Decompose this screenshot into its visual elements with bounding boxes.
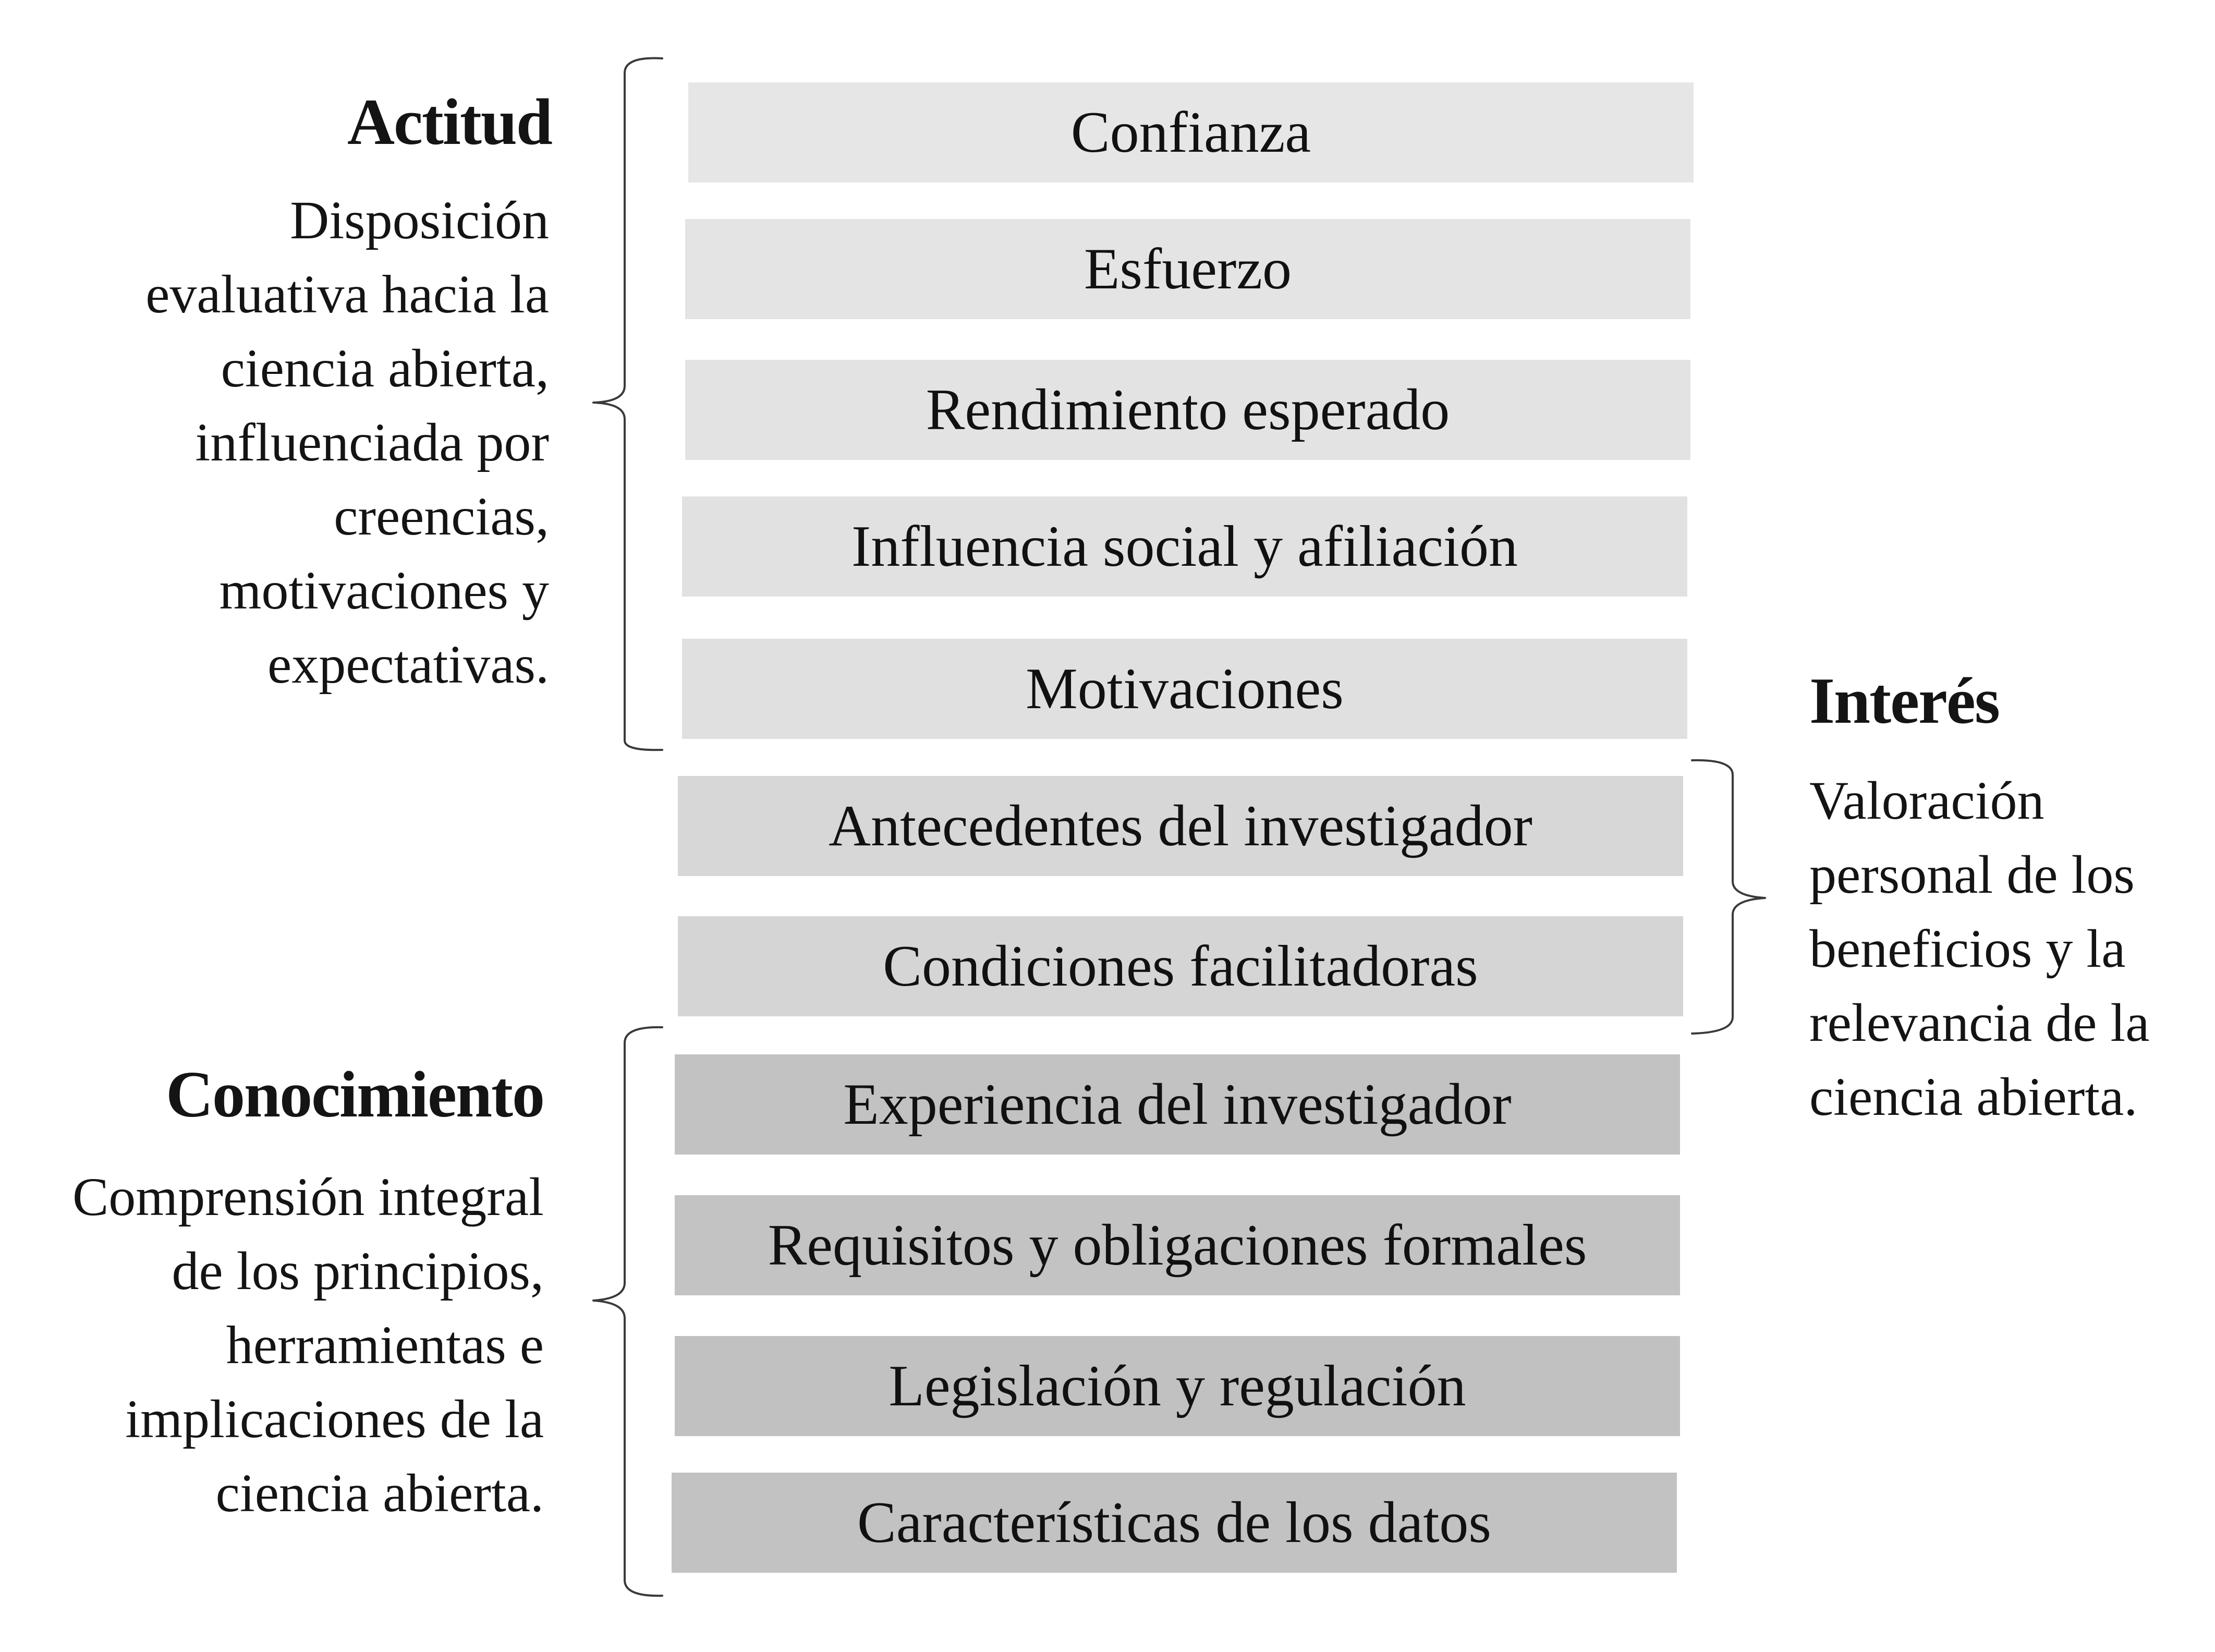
- interes-title: Interés: [1809, 665, 1999, 737]
- bar-esfuerzo: Esfuerzo: [685, 219, 1690, 319]
- bar-confianza: Confianza: [688, 82, 1694, 183]
- conocimiento-title: Conocimiento: [166, 1059, 544, 1131]
- conocimiento-brace: [584, 1022, 662, 1601]
- bar-antecedentes-investigador: Antecedentes del investigador: [678, 776, 1683, 876]
- bar-legislacion-regulacion: Legislación y regulación: [675, 1336, 1680, 1436]
- conocimiento-description: Comprensión integral de los principios, herramientas e implicaciones de la ciencia abierta.: [72, 1167, 544, 1523]
- bar-influencia-social: Influencia social y afiliación: [682, 496, 1687, 597]
- actitud-description: Disposición evaluativa hacia la ciencia abierta, influenciada por creencias, motivaciones y expectativas.: [145, 190, 549, 695]
- bar-rendimiento-esperado: Rendimiento esperado: [685, 360, 1690, 460]
- interes-description: Valoración personal de los beneficios y la relevancia de la ciencia abierta.: [1809, 771, 2150, 1127]
- actitud-title: Actitud: [347, 86, 552, 159]
- bar-requisitos-obligaciones: Requisitos y obligaciones formales: [675, 1195, 1680, 1295]
- bar-caracteristicas-datos: Características de los datos: [672, 1473, 1677, 1573]
- bar-motivaciones: Motivaciones: [682, 639, 1687, 739]
- bar-experiencia-investigador: Experiencia del investigador: [675, 1054, 1680, 1155]
- bar-condiciones-facilitadoras: Condiciones facilitadoras: [678, 916, 1683, 1016]
- interes-brace: [1692, 756, 1770, 1038]
- actitud-brace: [584, 52, 662, 761]
